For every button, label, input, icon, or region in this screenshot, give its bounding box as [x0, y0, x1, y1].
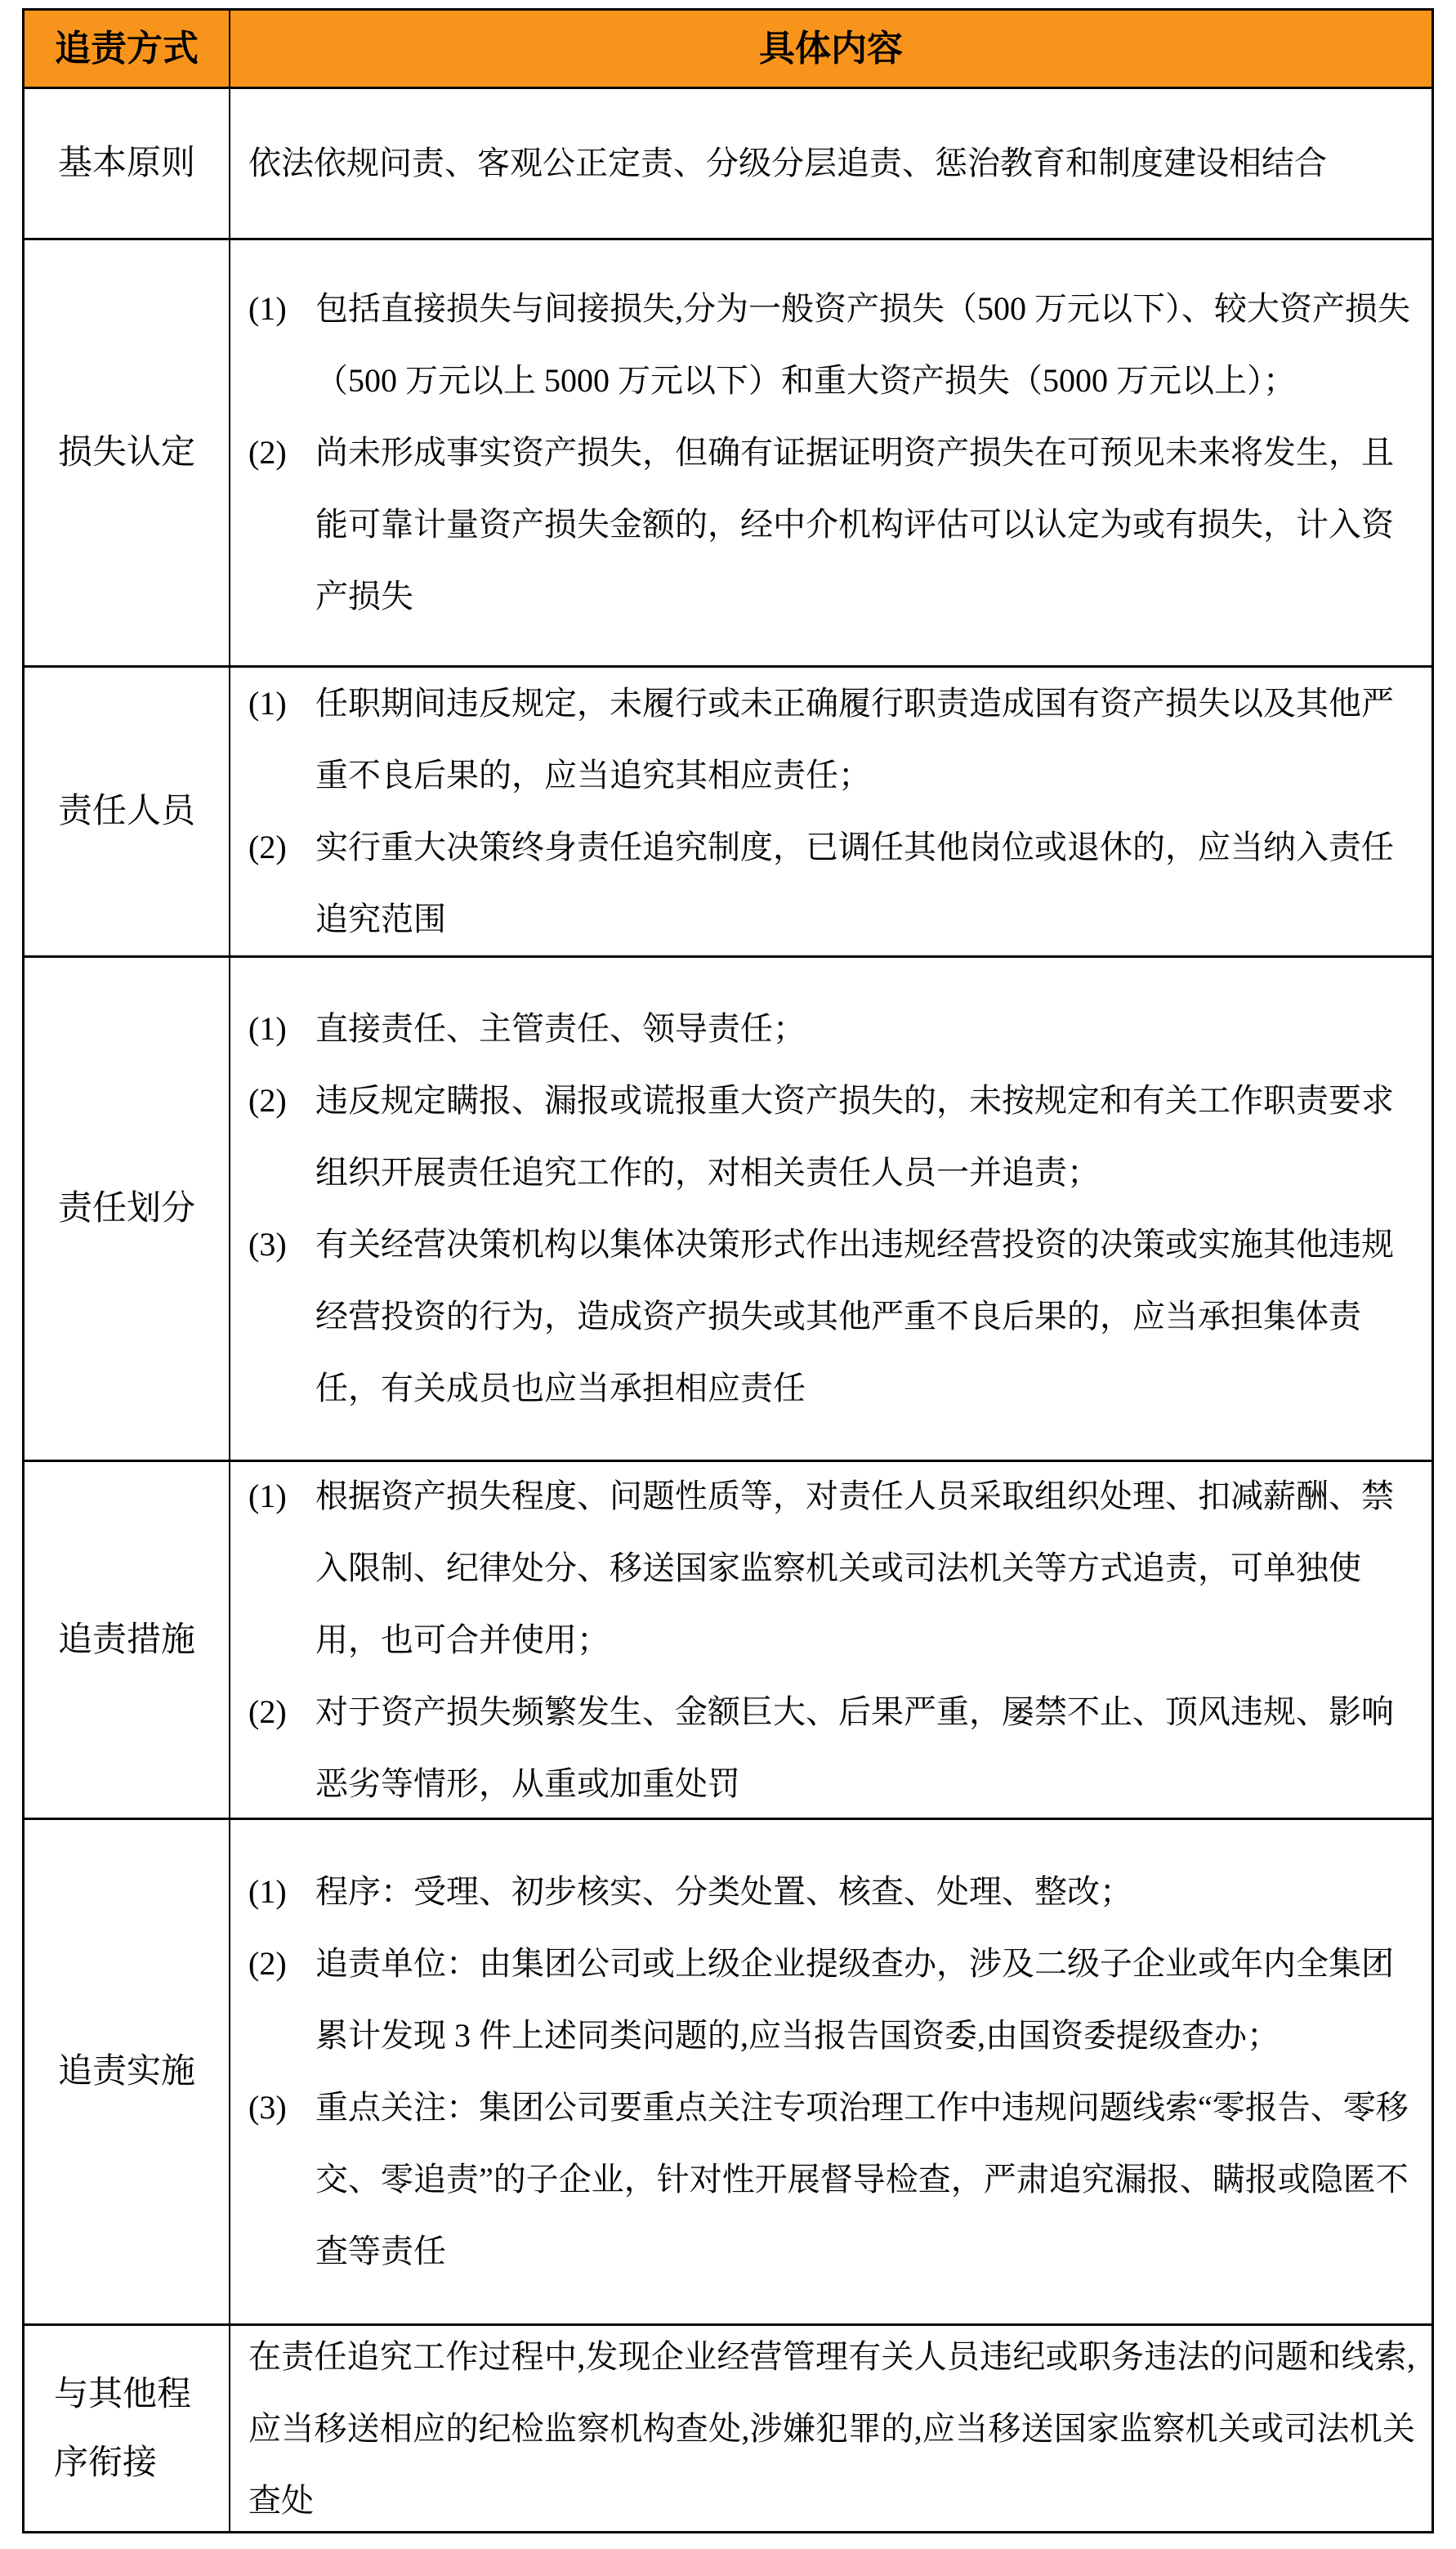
row-label: 损失认定 — [57, 434, 195, 472]
table-row — [25, 665, 1431, 955]
item-marker: (2) — [248, 1082, 287, 1119]
row-content-cell — [230, 1462, 1431, 1818]
row-label-cell — [25, 1820, 230, 2323]
header-method-label: 追责方式 — [55, 28, 199, 69]
list-item — [248, 1209, 1415, 1424]
item-marker: (1) — [248, 1873, 287, 1910]
item-marker: (2) — [248, 1945, 287, 1982]
list-item — [248, 668, 1415, 812]
row-label-cell — [25, 240, 230, 665]
header-cell-method — [25, 11, 230, 87]
accountability-table — [22, 8, 1434, 2533]
header-cell-content — [230, 11, 1431, 87]
table-row — [25, 955, 1431, 1460]
row-label-cell — [25, 958, 230, 1460]
row-label-cell — [25, 1462, 230, 1818]
item-marker: (2) — [248, 434, 287, 471]
table-row — [25, 1818, 1431, 2323]
row-content-cell — [230, 240, 1431, 665]
row-label: 基本原则 — [57, 145, 195, 182]
table-header-row — [25, 11, 1431, 89]
row-content-cell — [230, 89, 1431, 238]
row-content-cell — [230, 958, 1431, 1460]
table-row — [25, 1460, 1431, 1818]
item-text: 重点关注：集团公司要重点关注专项治理工作中违规问题线索“零报告、零移交、零追责”的子企业，针对性开展督导检查，严肃追究漏报、瞒报或隐匿不查等责任 — [315, 2089, 1409, 2270]
row-content-cell — [230, 2326, 1431, 2531]
item-text: 违反规定瞒报、漏报或谎报重大资产损失的，未按规定和有关工作职责要求组织开展责任追究工作的，对相关责任人员一并追责； — [315, 1082, 1394, 1191]
item-marker: (1) — [248, 1477, 287, 1514]
list-item — [248, 2072, 1415, 2287]
list-item — [248, 1928, 1415, 2072]
list-item — [248, 812, 1415, 955]
item-text: 任职期间违反规定，未履行或未正确履行职责造成国有资产损失以及其他严重不良后果的，应当追究其相应责任； — [315, 685, 1394, 794]
header-content-label: 具体内容 — [759, 28, 903, 69]
item-marker: (3) — [248, 1226, 287, 1263]
list-item — [248, 1676, 1415, 1818]
row-label: 责任划分 — [57, 1190, 195, 1228]
item-marker: (1) — [248, 685, 287, 722]
item-text: 包括直接损失与间接损失,分为一般资产损失（500 万元以下）、较大资产损失（500 万元以上 5000 万元以下）和重大资产损失（5000 万元以上）； — [315, 290, 1410, 399]
row-label: 与其他程序衔接 — [54, 2375, 192, 2482]
item-marker: (1) — [248, 1010, 287, 1047]
row-text: 在责任追究工作过程中,发现企业经营管理有关人员违纪或职务违法的问题和线索,应当移送相应的纪检监察机构查处,涉嫌犯罪的,应当移送国家监察机关或司法机关查处 — [248, 2337, 1415, 2519]
item-marker: (2) — [248, 829, 287, 865]
list-item — [248, 1856, 1415, 1928]
item-marker: (1) — [248, 290, 287, 327]
item-text: 对于资产损失频繁发生、金额巨大、后果严重，屡禁不止、顶风违规、影响恶劣等情形，从重或加重处罚 — [315, 1693, 1394, 1802]
row-label-cell — [25, 89, 230, 238]
row-label: 追责措施 — [57, 1621, 195, 1659]
item-text: 尚未形成事实资产损失，但确有证据证明资产损失在可预见未来将发生，且能可靠计量资产损失金额的，经中介机构评估可以认定为或有损失，计入资产损失 — [315, 434, 1394, 615]
row-content-cell — [230, 1820, 1431, 2323]
item-marker: (2) — [248, 1693, 287, 1730]
item-text: 实行重大决策终身责任追究制度，已调任其他岗位或退休的，应当纳入责任追究范围 — [315, 829, 1394, 937]
list-item — [248, 1065, 1415, 1209]
list-item — [248, 273, 1415, 417]
row-content-cell — [230, 668, 1431, 955]
row-label: 追责实施 — [57, 2053, 195, 2091]
table-row — [25, 238, 1431, 665]
item-text: 有关经营决策机构以集体决策形式作出违规经营投资的决策或实施其他违规经营投资的行为，造成资产损失或其他严重不良后果的，应当承担集体责任，有关成员也应当承担相应责任 — [315, 1226, 1394, 1406]
row-text: 依法依规问责、客观公正定责、分级分层追责、惩治教育和制度建设相结合 — [248, 145, 1327, 181]
item-marker: (3) — [248, 2089, 287, 2126]
item-text: 根据资产损失程度、问题性质等，对责任人员采取组织处理、扣减薪酬、禁入限制、纪律处分、移送国家监察机关或司法机关等方式追责，可单独使用，也可合并使用； — [315, 1477, 1394, 1658]
item-text: 追责单位：由集团公司或上级企业提级查办，涉及二级子企业或年内全集团累计发现 3 件上述同类问题的,应当报告国资委,由国资委提级查办； — [315, 1945, 1394, 2054]
list-item — [248, 417, 1415, 633]
list-item — [248, 993, 1415, 1065]
list-item — [248, 1462, 1415, 1676]
table-row — [25, 89, 1431, 238]
row-label-cell — [25, 2326, 230, 2531]
item-text: 直接责任、主管责任、领导责任； — [315, 1010, 806, 1047]
item-text: 程序：受理、初步核实、分类处置、核查、处理、整改； — [315, 1873, 1132, 1910]
row-label-cell — [25, 668, 230, 955]
table-row — [25, 2323, 1431, 2531]
row-label: 责任人员 — [57, 793, 195, 830]
